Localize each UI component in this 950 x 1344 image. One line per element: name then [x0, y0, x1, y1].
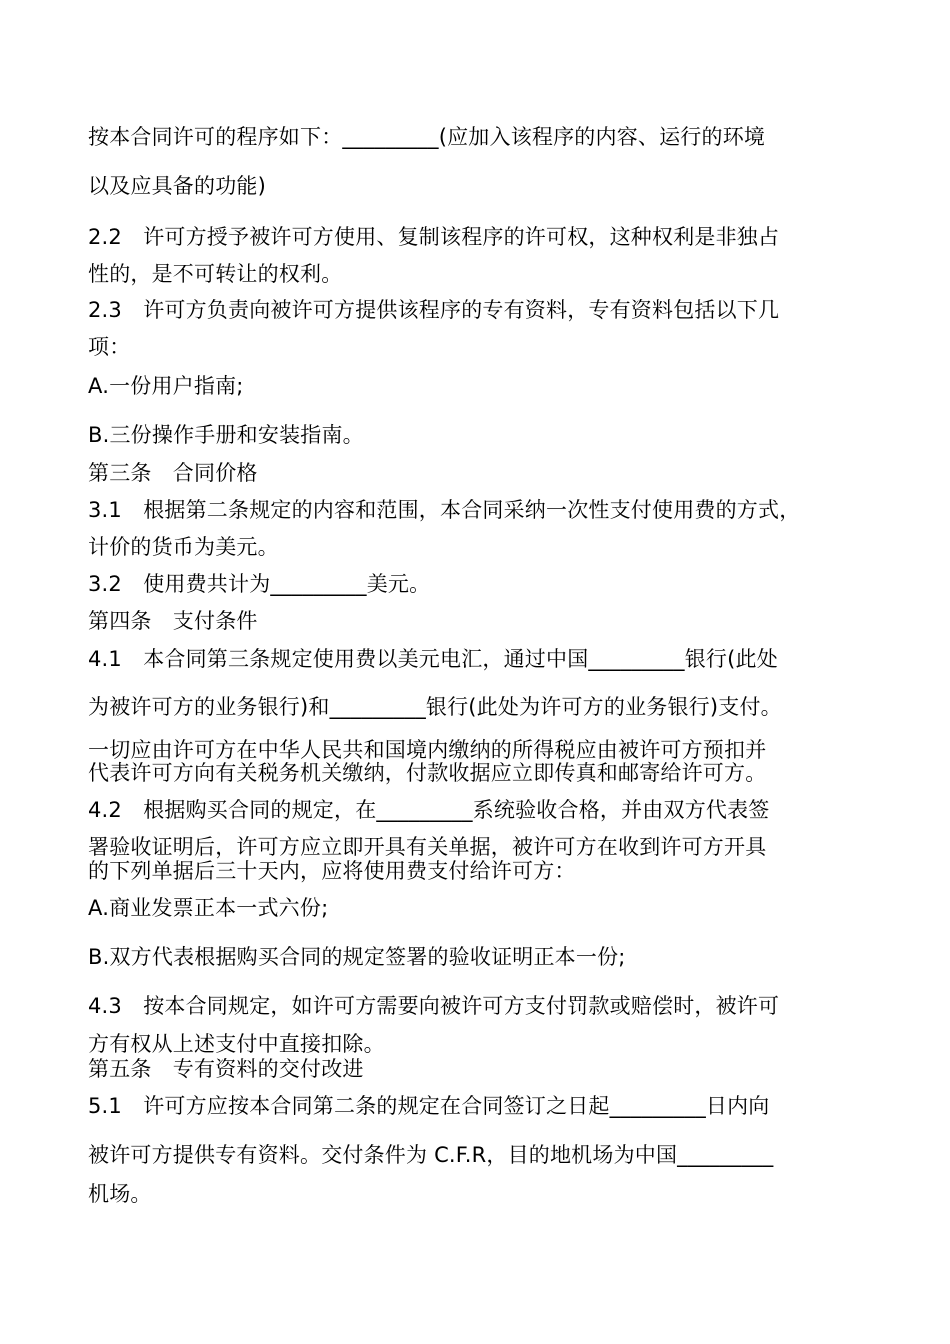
list-item: B.双方代表根据购买合同的规定签署的验收证明正本一份; [88, 945, 626, 969]
list-item: A.商业发票正本一式六份; [88, 896, 329, 920]
text-line: 按本合同许可的程序如下：_________(应加入该程序的内容、运行的环境 [88, 125, 766, 149]
text-line: 项： [88, 335, 131, 359]
section-heading: 第三条 合同价格 [88, 461, 258, 485]
text-line: 被许可方提供专有资料。交付条件为 C.F.R，目的地机场为中国_________ [88, 1143, 774, 1167]
text-line: 方有权从上述支付中直接扣除。 [88, 1032, 385, 1056]
text-line: 一切应由许可方在中华人民共和国境内缴纳的所得税应由被许可方预扣并 [88, 738, 767, 762]
clause-3-2: 3.2 使用费共计为_________美元。 [88, 572, 431, 596]
clause-2-3: 2.3 许可方负责向被许可方提供该程序的专有资料，专有资料包括以下几 [88, 298, 780, 322]
text-line: 机场。 [88, 1182, 152, 1206]
clause-2-2: 2.2 许可方授予被许可方使用、复制该程序的许可权，这种权利是非独占 [88, 225, 780, 249]
clause-4-1: 4.1 本合同第三条规定使用费以美元电汇，通过中国_________银行(此处 [88, 647, 778, 671]
clause-4-3: 4.3 按本合同规定，如许可方需要向被许可方支付罚款或赔偿时，被许可 [88, 994, 780, 1018]
list-item: A.一份用户指南; [88, 374, 244, 398]
text-line: 代表许可方向有关税务机关缴纳，付款收据应立即传真和邮寄给许可方。 [88, 761, 767, 785]
list-item: B.三份操作手册和安装指南。 [88, 423, 364, 447]
text-line: 为被许可方的业务银行)和_________银行(此处为许可方的业务银行)支付。 [88, 695, 782, 719]
clause-5-1: 5.1 许可方应按本合同第二条的规定在合同签订之日起_________日内向 [88, 1094, 770, 1118]
clause-3-1: 3.1 根据第二条规定的内容和范围，本合同采纳一次性支付使用费的方式， [88, 498, 801, 522]
text-line: 署验收证明后，许可方应立即开具有关单据，被许可方在收到许可方开具 [88, 835, 767, 859]
section-heading: 第五条 专有资料的交付改进 [88, 1057, 364, 1081]
clause-4-2: 4.2 根据购买合同的规定，在_________系统验收合格，并由双方代表签 [88, 798, 770, 822]
section-heading: 第四条 支付条件 [88, 609, 258, 633]
text-line: 以及应具备的功能) [88, 174, 266, 198]
text-line: 的下列单据后三十天内，应将使用费支付给许可方： [88, 859, 576, 883]
text-line: 性的，是不可转让的权利。 [88, 262, 343, 286]
text-line: 计价的货币为美元。 [88, 535, 279, 559]
